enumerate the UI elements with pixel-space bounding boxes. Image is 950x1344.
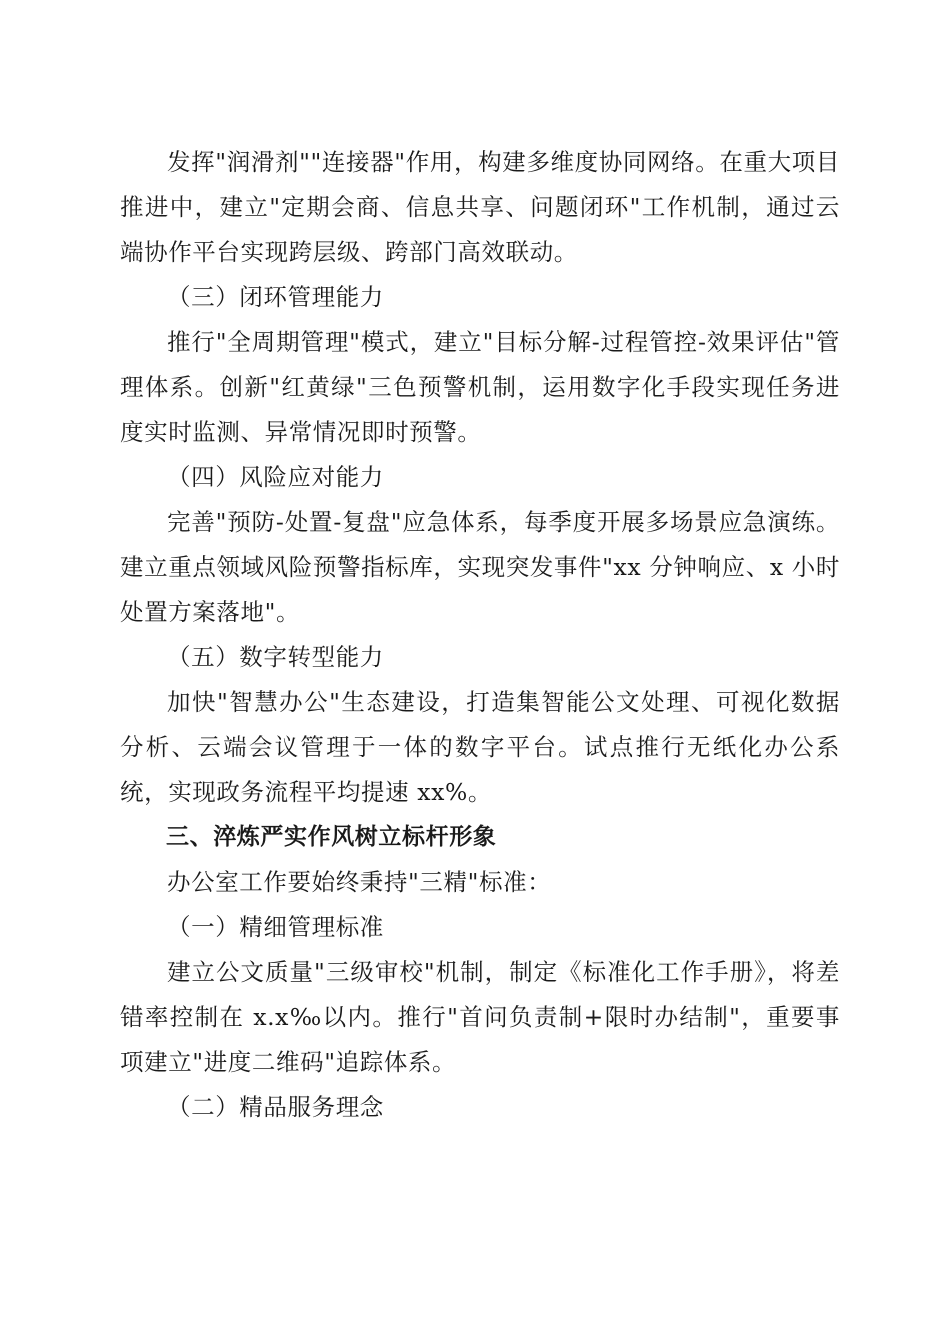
- paragraph-closed-loop-management: 推行"全周期管理"模式，建立"目标分解-过程管控-效果评估"管理体系。创新"红黄绿"三色预警机制，运用数字化手段实现任务进度实时监测、异常情况即时预警。: [120, 328, 840, 446]
- paragraph-coordination: 发挥"润滑剂""连接器"作用，构建多维度协同网络。在重大项目推进中，建立"定期会商、信息共享、问题闭环"工作机制，通过云端协作平台实现跨层级、跨部门高效联动。: [120, 148, 840, 266]
- subheading-fine-management: （一）精细管理标准: [167, 913, 384, 941]
- paragraph-three-standards-intro: 办公室工作要始终秉持"三精"标准：: [167, 868, 552, 896]
- section-heading-three: 三、淬炼严实作风树立标杆形象: [166, 824, 497, 850]
- paragraph-fine-management: 建立公文质量"三级审校"机制，制定《标准化工作手册》，将差错率控制在 x.x‰以内。推行"首问负责制+限时办结制"，重要事项建立"进度二维码"追踪体系。: [120, 958, 840, 1076]
- document-body: [120, 140, 840, 1130]
- subheading-risk-response: （四）风险应对能力: [167, 463, 384, 491]
- subheading-closed-loop-management: （三）闭环管理能力: [167, 283, 384, 311]
- subheading-quality-service: （二）精品服务理念: [167, 1093, 384, 1121]
- paragraph-digital-transformation: 加快"智慧办公"生态建设，打造集智能公文处理、可视化数据分析、云端会议管理于一体的数字平台。试点推行无纸化办公系统，实现政务流程平均提速 xx%。: [120, 688, 840, 806]
- subheading-digital-transformation: （五）数字转型能力: [167, 643, 384, 671]
- paragraph-risk-response: 完善"预防-处置-复盘"应急体系，每季度开展多场景应急演练。建立重点领域风险预警指标库，实现突发事件"xx 分钟响应、x 小时处置方案落地"。: [120, 508, 840, 626]
